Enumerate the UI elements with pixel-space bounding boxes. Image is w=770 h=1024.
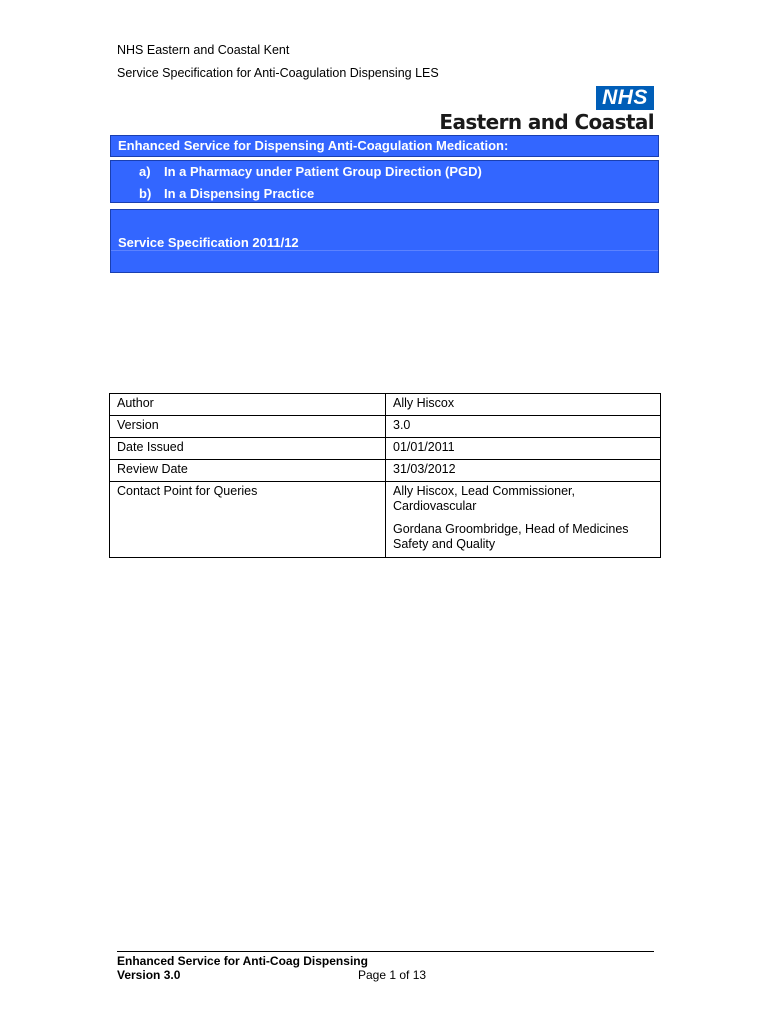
- contact-lead-commissioner: Ally Hiscox, Lead Commissioner, Cardiovascular: [393, 484, 576, 513]
- info-key: Date Issued: [110, 438, 386, 460]
- footer-title: Enhanced Service for Anti-Coag Dispensing: [117, 954, 368, 968]
- footer-page-number: Page 1 of 13: [358, 968, 427, 982]
- banner-divider: [111, 250, 658, 251]
- banner-title-text: Enhanced Service for Dispensing Anti-Coagulation Medication:: [118, 138, 509, 153]
- info-value: 31/03/2012: [386, 460, 661, 482]
- info-value: 01/01/2011: [386, 438, 661, 460]
- nhs-logo-badge: NHS: [596, 86, 654, 110]
- table-row: [110, 438, 661, 460]
- table-row: [110, 394, 661, 416]
- banner-option-b: [139, 186, 314, 201]
- option-marker: b): [139, 186, 152, 201]
- info-value: 3.0: [386, 416, 661, 438]
- table-row: [110, 460, 661, 482]
- footer-divider: [117, 951, 654, 952]
- footer-version: Version 3.0: [117, 968, 181, 982]
- info-value: Ally Hiscox: [386, 394, 661, 416]
- info-key: Review Date: [110, 460, 386, 482]
- banner-option-a: [139, 164, 482, 179]
- banner-options: [110, 160, 659, 203]
- document-info-table: [109, 393, 661, 558]
- banner-title: [110, 135, 659, 157]
- running-header-title: Service Specification for Anti-Coagulation Dispensing LES: [117, 66, 439, 80]
- nhs-logo-organisation: Eastern and Coastal: [439, 110, 654, 134]
- table-row: [110, 416, 661, 438]
- option-text: In a Pharmacy under Patient Group Direction (PGD): [164, 164, 482, 179]
- table-row: [110, 482, 661, 558]
- info-key: Version: [110, 416, 386, 438]
- service-specification-title: Service Specification 2011/12: [118, 235, 299, 250]
- info-key: Contact Point for Queries: [110, 482, 386, 558]
- running-header-org: NHS Eastern and Coastal Kent: [117, 43, 290, 57]
- contact-medicines-safety: Gordana Groombridge, Head of Medicines Safety and Quality: [393, 522, 629, 551]
- option-marker: a): [139, 164, 151, 179]
- info-key: Author: [110, 394, 386, 416]
- option-text: In a Dispensing Practice: [164, 186, 315, 201]
- info-value: [386, 482, 661, 558]
- banner-spec: [110, 209, 659, 273]
